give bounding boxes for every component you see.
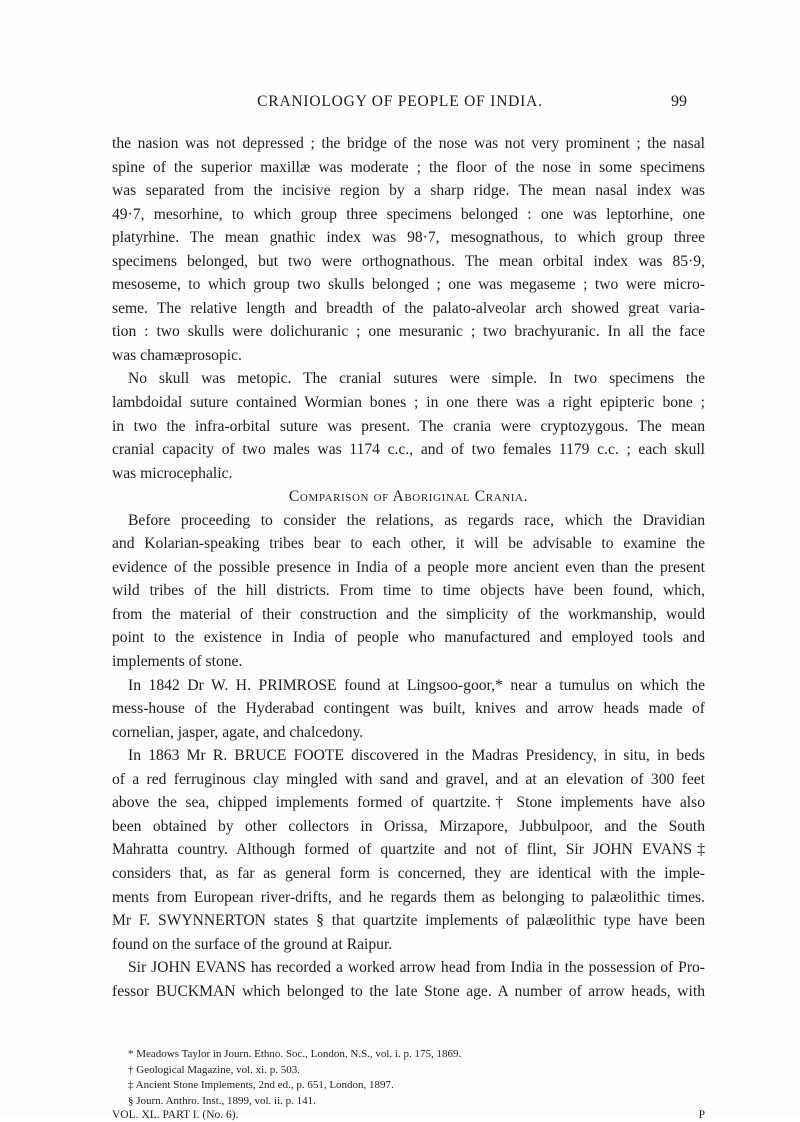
text-line: been obtained by other collectors in Orissa, Mirzapore, Jubbulpoor, and the South [112,817,705,835]
running-head [0,93,800,117]
text-line: of a red ferruginous clay mingled with sand and gravel, and at an elevation of 300 feet [112,770,705,788]
text-line: No skull was metopic. The cranial sutures were simple. In two specimens the [128,370,705,388]
text-line: was chamæprosopic. [112,346,242,364]
page-number: 99 [671,93,687,110]
text-line: above the sea, chipped implements formed of quartzite.† Stone implements have also [112,794,705,812]
text-line: considers that, as far as general form is concerned, they are identical with the imple- [112,864,705,882]
text-line: in two the infra-orbital suture was present. The crania were cryptozygous. The mean [112,417,705,435]
footnote: § Journ. Anthro. Inst., 1899, vol. ii. p. 141. [128,1094,316,1107]
text-line: In 1842 Dr W. H. PRIMROSE found at Lingsoo-goor,* near a tumulus on which the [128,676,705,694]
text-line: was microcephalic. [112,464,233,482]
text-line: 49·7, mesorhine, to which group three specimens belonged : one was leptorhine, one [112,205,705,223]
signature-mark: P [698,1109,705,1121]
footnote: ‡ Ancient Stone Implements, 2nd ed., p. 651, London, 1897. [128,1079,394,1091]
footnote: * Meadows Taylor in Journ. Ethno. Soc., London, N.S., vol. i. p. 175, 1869. [128,1048,462,1060]
text-line: Sir JOHN EVANS has recorded a worked arrow head from India in the possession of Pro- [128,959,705,977]
text-line: evidence of the possible presence in India of a people more ancient even than the present [112,558,705,576]
running-title: CRANIOLOGY OF PEOPLE OF INDIA. [257,93,543,110]
text-line: wild tribes of the hill districts. From time to time objects have been found, which, [112,582,705,600]
text-line: and Kolarian-speaking tribes bear to each other, it will be advisable to examine the [112,535,705,553]
text-line: specimens belonged, but two were orthognathous. The mean orbital index was 85·9, [112,252,705,270]
text-line: was separated from the incisive region by a sharp ridge. The mean nasal index was [112,182,705,200]
volume-line: VOL. XL. PART I. (No. 6). [112,1109,239,1121]
section-heading: Comparison of Aboriginal Crania. [288,488,529,506]
text-line: fessor BUCKMAN which belonged to the late Stone age. A number of arrow heads, with [112,982,705,1000]
text-line: Before proceeding to consider the relations, as regards race, which the Dravidian [128,511,705,529]
text-line: mesoseme, to which group two skulls belonged ; one was megaseme ; two were micro- [112,276,705,294]
text-line: mess-house of the Hyderabad contingent was built, knives and arrow heads made of [112,700,705,718]
text-line: Mahratta country. Although formed of quartzite and not of flint, Sir JOHN EVANS‡ [112,841,705,859]
footnote: † Geological Magazine, vol. xi. p. 503. [128,1063,300,1076]
text-line: implements of stone. [112,653,243,671]
text-line: tion : two skulls were dolichuranic ; one mesuranic ; two brachyuranic. In all the face [112,323,705,341]
text-line: cranial capacity of two males was 1174 c.c., and of two females 1179 c.c. ; each skull [112,441,705,459]
text-line: lambdoidal suture contained Wormian bones ; in one there was a right epipteric bone ; [112,394,705,412]
text-line: cornelian, jasper, agate, and chalcedony. [112,723,364,741]
text-line: the nasion was not depressed ; the bridge of the nose was not very prominent ; the nasal [112,135,705,152]
text-line: found on the surface of the ground at Raipur. [112,935,393,953]
text-line: platyrhine. The mean gnathic index was 98·7, mesognathous, to which group three [112,229,705,247]
text-line: point to the existence in India of people who manufactured and employed tools and [112,629,705,647]
text-line: ments from European river-drifts, and he regards them as belonging to palæolithic times. [112,888,705,906]
text-line: from the material of their construction and the simplicity of the workmanship, would [112,605,705,623]
body-text [112,132,705,1003]
footnotes [112,1047,705,1109]
text-line: Mr F. SWYNNERTON states § that quartzite implements of palæolithic type have been [112,912,705,930]
text-line: seme. The relative length and breadth of the palato-alveolar arch showed great varia- [112,299,705,317]
text-line: In 1863 Mr R. BRUCE FOOTE discovered in the Madras Presidency, in situ, in beds [128,747,705,765]
page-footer [112,1108,705,1122]
text-line: spine of the superior maxillæ was moderate ; the floor of the nose in some specimens [112,158,705,176]
